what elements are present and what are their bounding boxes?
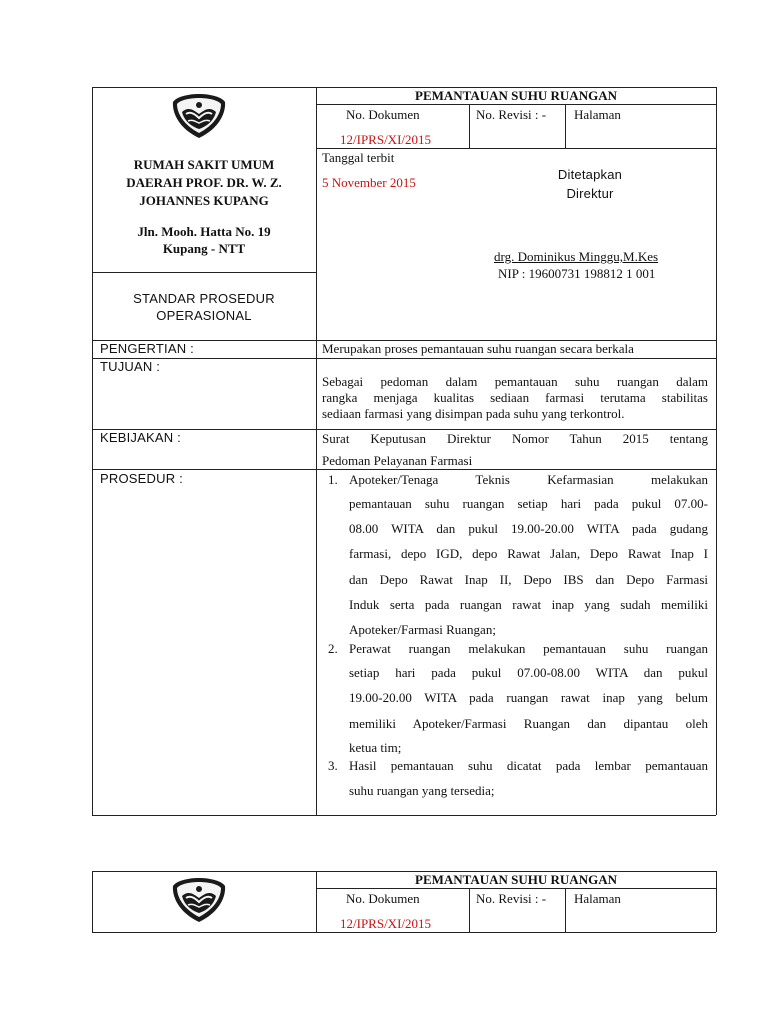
sop-line: STANDAR PROSEDUR	[133, 291, 275, 306]
list-item-number: 2.	[328, 641, 338, 656]
kebijakan-line: Pedoman Pelayanan Farmasi	[322, 453, 473, 468]
signer-nip: NIP : 19600731 198812 1 001	[498, 266, 656, 281]
tujuan-line: Sebagai pedoman dalam pemantauan suhu ruangan dalam	[322, 374, 708, 389]
signer-name: drg. Dominikus Minggu,M.Kes	[494, 249, 659, 264]
no-dokumen-label: No. Dokumen	[346, 107, 420, 122]
tujuan-label: TUJUAN :	[100, 359, 161, 374]
no-dokumen-value: 12/IPRS/XI/2015	[340, 916, 432, 931]
ditetapkan-label: Ditetapkan	[557, 167, 623, 182]
hospital-name-line: DAERAH PROF. DR. W. Z.	[126, 175, 282, 190]
hospital-emblem-icon	[170, 876, 228, 924]
list-item-line: memiliki Apoteker/Farmasi Ruangan dan dipantau oleh	[349, 716, 708, 731]
no-revisi-label: No. Revisi : -	[476, 107, 547, 122]
list-item-line: farmasi, depo IGD, depo Rawat Jalan, Depo Rawat Inap I	[349, 546, 708, 561]
list-item-line: Apoteker/Tenaga Teknis Kefarmasian melakukan	[349, 472, 708, 487]
kebijakan-label: KEBIJAKAN :	[100, 430, 181, 445]
no-revisi-label: No. Revisi : -	[476, 891, 547, 906]
pengertian-text: Merupakan proses pemantauan suhu ruangan secara berkala	[322, 341, 634, 356]
tanggal-value: 5 November 2015	[322, 175, 416, 190]
pengertian-label: PENGERTIAN :	[100, 341, 194, 356]
list-item-line: Hasil pemantauan suhu dicatat pada lembar pemantauan	[349, 758, 708, 773]
document-title: PEMANTAUAN SUHU RUANGAN	[415, 872, 617, 887]
sop-line: OPERASIONAL	[156, 308, 252, 323]
list-item-line: setiap hari pada pukul 07.00-08.00 WITA dan pukul	[349, 665, 708, 680]
tujuan-line: rangka menjaga kualitas sediaan farmasi terutama stabilitas	[322, 390, 708, 405]
halaman-label: Halaman	[574, 107, 621, 122]
list-item-line: pemantauan suhu ruangan setiap hari pada pukul 07.00-	[349, 496, 708, 511]
hospital-address-line: Kupang - NTT	[162, 241, 246, 256]
tanggal-label: Tanggal terbit	[322, 150, 395, 165]
hospital-name-line: RUMAH SAKIT UMUM	[133, 157, 275, 172]
no-dokumen-label: No. Dokumen	[346, 891, 420, 906]
list-item-line: Perawat ruangan melakukan pemantauan suhu ruangan	[349, 641, 708, 656]
list-item-line: Apoteker/Farmasi Ruangan;	[349, 622, 496, 637]
list-item-line: suhu ruangan yang tersedia;	[349, 783, 495, 798]
halaman-label: Halaman	[574, 891, 621, 906]
list-item-line: dan Depo Rawat Inap II, Depo IBS dan Depo Farmasi	[349, 572, 708, 587]
list-item-line: 19.00-20.00 WITA pada ruangan rawat inap yang belum	[349, 690, 708, 705]
direktur-label: Direktur	[566, 186, 614, 201]
tujuan-line: sediaan farmasi yang disimpan pada suhu yang terkontrol.	[322, 406, 625, 421]
document-title: PEMANTAUAN SUHU RUANGAN	[415, 88, 617, 103]
prosedur-label: PROSEDUR :	[100, 471, 183, 486]
list-item-number: 3.	[328, 758, 338, 773]
kebijakan-line: Surat Keputusan Direktur Nomor Tahun 2015 tentang	[322, 431, 708, 446]
hospital-address-line: Jln. Mooh. Hatta No. 19	[137, 224, 271, 239]
list-item-line: 08.00 WITA dan pukul 19.00-20.00 WITA pada gudang	[349, 521, 708, 536]
list-item-line: ketua tim;	[349, 740, 402, 755]
hospital-emblem-icon	[170, 92, 228, 140]
no-dokumen-value: 12/IPRS/XI/2015	[340, 132, 432, 147]
list-item-number: 1.	[328, 472, 338, 487]
hospital-name-line: JOHANNES KUPANG	[139, 193, 269, 208]
list-item-line: Induk serta pada ruangan rawat inap yang sudah memiliki	[349, 597, 708, 612]
